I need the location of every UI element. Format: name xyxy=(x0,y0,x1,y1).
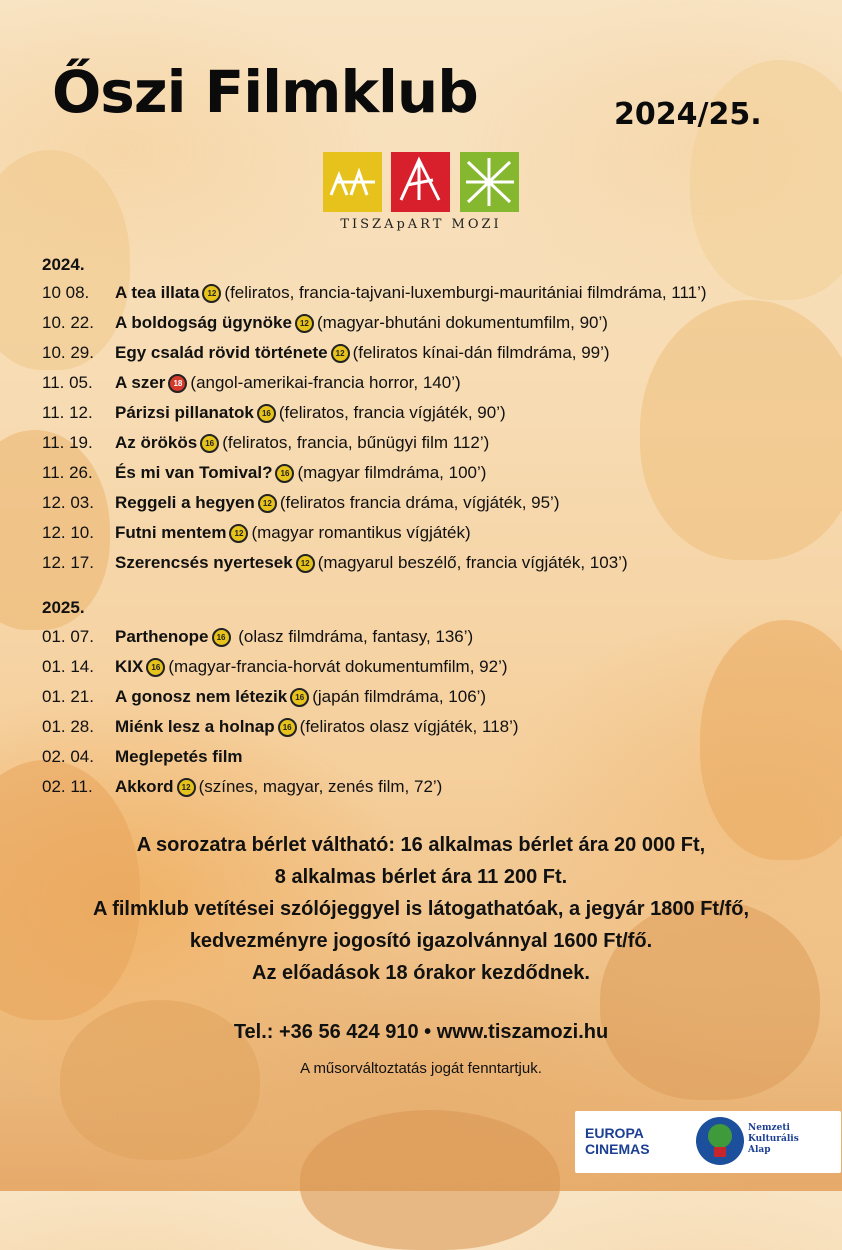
film-title: Meglepetés film xyxy=(115,747,243,766)
film-date: 02. 11. xyxy=(42,777,93,796)
film-entry xyxy=(115,714,519,740)
tiszapart-mozi-logo xyxy=(321,150,521,240)
film-entry xyxy=(115,280,707,306)
film-details: (feliratos, francia vígjáték, 90’) xyxy=(278,403,506,422)
film-date: 12. 17. xyxy=(42,553,94,572)
film-details: (feliratos, francia, bűnügyi film 112’) xyxy=(222,433,490,452)
film-title: Egy család rövid története xyxy=(115,343,328,362)
age-rating-badge: 16 xyxy=(278,718,297,737)
film-details: (angol-amerikai-francia horror, 140’) xyxy=(190,373,461,392)
info-line-3: A filmklub vetítései szólójeggyel is látogathatóak, a jegyár 1800 Ft/fő, xyxy=(92,898,750,920)
age-rating-badge: 16 xyxy=(275,464,294,483)
age-rating-badge: 16 xyxy=(212,628,231,647)
film-entry xyxy=(115,370,461,396)
film-title: Szerencsés nyertesek xyxy=(115,553,293,572)
film-date: 11. 19. xyxy=(42,433,93,452)
logo-yellow-panel xyxy=(321,150,384,214)
film-date: 01. 28. xyxy=(42,717,94,736)
film-details: (feliratos kínai-dán filmdráma, 99’) xyxy=(352,343,610,362)
film-details: (magyar-francia-horvát dokumentumfilm, 92’) xyxy=(168,657,508,676)
info-line-4: kedvezményre jogosító igazolvánnyal 1600 Ft/fő. xyxy=(189,930,653,952)
age-rating-badge: 16 xyxy=(200,434,219,453)
film-entry xyxy=(115,490,560,516)
film-entry xyxy=(115,684,486,710)
nka-logo-text: Nemzeti Kulturális Alap xyxy=(748,1123,799,1155)
film-date: 11. 05. xyxy=(42,373,93,392)
film-date: 01. 07. xyxy=(42,627,94,646)
year-heading-2024: 2024. xyxy=(42,255,85,274)
age-rating-badge: 12 xyxy=(331,344,350,363)
film-details: (magyar filmdráma, 100’) xyxy=(297,463,487,482)
film-title: A gonosz nem létezik xyxy=(115,687,288,706)
film-details: (feliratos, francia-tajvani-luxemburgi-mauritániai filmdráma, 111’) xyxy=(224,283,707,302)
age-rating-badge: 12 xyxy=(177,778,196,797)
age-rating-badge: 12 xyxy=(202,284,221,303)
film-entry xyxy=(115,654,508,680)
film-title: Párizsi pillanatok xyxy=(115,403,254,422)
disclaimer-note: A műsorváltoztatás jogát fenntartjuk. xyxy=(300,1060,542,1077)
film-date: 12. 03. xyxy=(42,493,94,512)
film-entry xyxy=(115,460,486,486)
film-entry xyxy=(115,744,243,770)
film-date: 10. 29. xyxy=(42,343,94,362)
age-rating-badge: 12 xyxy=(296,554,315,573)
film-title: A tea illata xyxy=(115,283,200,302)
film-entry xyxy=(115,520,471,546)
age-rating-badge: 16 xyxy=(257,404,276,423)
film-details: (feliratos olasz vígjáték, 118’) xyxy=(299,717,519,736)
film-details: (színes, magyar, zenés film, 72’) xyxy=(198,777,443,796)
film-details: (feliratos francia dráma, vígjáték, 95’) xyxy=(279,493,560,512)
age-rating-badge: 12 xyxy=(258,494,277,513)
age-rating-badge: 18 xyxy=(168,374,187,393)
film-entry xyxy=(115,310,608,336)
film-date: 01. 14. xyxy=(42,657,94,676)
info-line-5: Az előadások 18 órakor kezdődnek. xyxy=(252,962,590,984)
film-entry xyxy=(115,624,473,650)
info-line-1: A sorozatra bérlet váltható: 16 alkalmas bérlet ára 20 000 Ft, xyxy=(136,834,706,856)
page-title: Őszi Filmklub xyxy=(52,58,478,126)
film-date: 01. 21. xyxy=(42,687,94,706)
film-entry xyxy=(115,340,610,366)
contact-line: Tel.: +36 56 424 910 • www.tiszamozi.hu xyxy=(233,1021,609,1043)
film-title: A boldogság ügynöke xyxy=(115,313,292,332)
year-heading-2025: 2025. xyxy=(42,598,85,617)
film-date: 12. 10. xyxy=(42,523,94,542)
film-details: (magyar romantikus vígjáték) xyxy=(251,523,471,542)
film-title: Akkord xyxy=(115,777,174,796)
film-date: 11. 12. xyxy=(42,403,93,422)
logo-red-panel xyxy=(389,150,452,214)
age-rating-badge: 12 xyxy=(295,314,314,333)
film-entry xyxy=(115,430,489,456)
film-title: Miénk lesz a holnap xyxy=(115,717,275,736)
season-label: 2024/25. xyxy=(614,97,762,132)
film-date: 10. 22. xyxy=(42,313,94,332)
film-date: 02. 04. xyxy=(42,747,94,766)
film-title: Futni mentem xyxy=(115,523,227,542)
sponsor-logos xyxy=(575,1111,841,1173)
film-title: KIX xyxy=(115,657,144,676)
film-date: 11. 26. xyxy=(42,463,93,482)
film-title: A szer xyxy=(115,373,166,392)
logo-green-panel xyxy=(458,150,521,214)
age-rating-badge: 16 xyxy=(290,688,309,707)
logo-caption: TISZApART MOZI xyxy=(340,217,502,232)
age-rating-badge: 16 xyxy=(146,658,165,677)
nka-emblem-icon xyxy=(696,1117,744,1165)
film-title: Parthenope xyxy=(115,627,209,646)
age-rating-badge: 12 xyxy=(229,524,248,543)
europa-cinemas-logo: EUROPA CINEMAS xyxy=(585,1125,650,1157)
film-details: (magyar-bhutáni dokumentumfilm, 90’) xyxy=(316,313,608,332)
film-details: (olasz filmdráma, fantasy, 136’) xyxy=(233,627,474,646)
info-line-2: 8 alkalmas bérlet ára 11 200 Ft. xyxy=(274,866,568,888)
film-date: 10 08. xyxy=(42,283,90,302)
film-details: (japán filmdráma, 106’) xyxy=(312,687,487,706)
film-title: És mi van Tomival? xyxy=(115,463,273,482)
film-details: (magyarul beszélő, francia vígjáték, 103’) xyxy=(317,553,628,572)
film-entry xyxy=(115,774,442,800)
film-title: Reggeli a hegyen xyxy=(115,493,255,512)
film-entry xyxy=(115,400,506,426)
film-title: Az örökös xyxy=(115,433,198,452)
film-entry xyxy=(115,550,628,576)
